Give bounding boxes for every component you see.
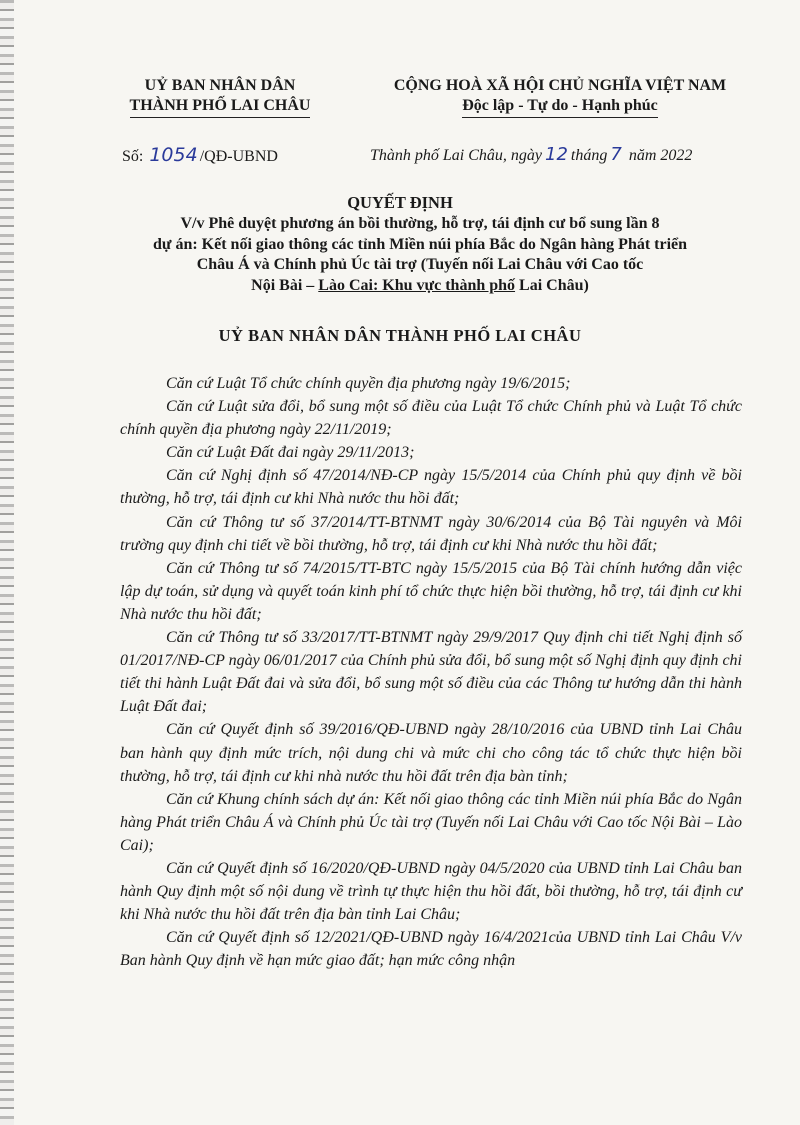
legal-basis-paragraph: Căn cứ Luật Đất đai ngày 29/11/2013;: [166, 444, 415, 462]
legal-basis-paragraph: Căn cứ Luật Tổ chức chính quyền địa phương ngày 19/6/2015;: [166, 375, 571, 392]
subject-line-4-a: Nội Bài –: [251, 276, 319, 294]
national-motto: [350, 76, 770, 118]
legal-basis: [120, 372, 742, 972]
subject-line-4: [110, 276, 730, 297]
subject-line-4-b: Lào Cai: Khu vực thành phố: [318, 276, 516, 294]
issuing-authority: [100, 76, 340, 118]
date-month-handwritten: 7: [610, 144, 622, 165]
date-month-label: tháng: [570, 147, 608, 164]
legal-basis-paragraph: Căn cứ Quyết định số 39/2016/QĐ-UBND ngày 28/10/2016 của UBND tỉnh Lai Châu ban hành quy định mức trích, nội dung chi và mức chi cho công tác tổ chức thực hiện bồi thường, hỗ trợ, tái định cư khi nhà nước thu hồi đất trên địa bàn tỉnh;: [120, 721, 742, 785]
legal-basis-paragraph: Căn cứ Thông tư số 74/2015/TT-BTC ngày 15/5/2015 của Bộ Tài chính hướng dẫn việc lập dự toán, sử dụng và quyết toán kinh phí tổ chức thực hiện bồi thường, hỗ trợ, tái định cư khi Nhà nước thu hồi đất;: [120, 559, 742, 623]
date-day-handwritten: 12: [545, 144, 568, 165]
date-prefix: Thành phố Lai Châu, ngày: [370, 147, 543, 164]
legal-basis-paragraph: Căn cứ Quyết định số 16/2020/QĐ-UBND ngày 04/5/2020 của UBND tỉnh Lai Châu ban hành Quy định một số nội dung về trình tự thực hiện thu hồi đất, bồi thường, hỗ trợ, tái định cư khi Nhà nước thu hồi đất trên địa bàn tỉnh Lai Châu;: [120, 859, 742, 924]
legal-basis-paragraph: Căn cứ Quyết định số 12/2021/QĐ-UBND ngày 16/4/2021của UBND tỉnh Lai Châu V/v Ban hành Quy định về hạn mức giao đất; hạn mức công nhận: [120, 929, 742, 970]
national-name: CỘNG HOÀ XÃ HỘI CHỦ NGHĨA VIỆT NAM: [393, 77, 727, 94]
legal-basis-paragraph: Căn cứ Thông tư số 33/2017/TT-BTNMT ngày 29/9/2017 Quy định chi tiết Nghị định số 01/2017/NĐ-CP ngày 06/01/2017 của Chính phủ sửa đổi, bổ sung một số Nghị định quy định chi tiết thi hành Luật Đất đai và sửa đổi, bổ sung một số điều của các Thông tư hướng dẫn thi hành Luật Đất đai;: [120, 629, 742, 716]
document-number: [122, 144, 278, 166]
document-header: [0, 76, 800, 196]
authority-heading: UỶ BAN NHÂN DÂN THÀNH PHỐ LAI CHÂU: [218, 326, 582, 345]
national-motto-line: Độc lập - Tự do - Hạnh phúc: [462, 96, 658, 118]
subject-line-4-c: Lai Châu): [515, 276, 589, 294]
decision-subject: [110, 214, 730, 296]
legal-basis-paragraph: Căn cứ Nghị định số 47/2014/NĐ-CP ngày 15/5/2014 của Chính phủ quy định về bồi thường, hỗ trợ, tái định cư khi Nhà nước thu hồi đất;: [120, 467, 742, 508]
document-number-suffix: /QĐ-UBND: [199, 148, 278, 165]
document-date: [370, 144, 692, 165]
legal-basis-paragraph: Căn cứ Thông tư số 37/2014/TT-BTNMT ngày 30/6/2014 của Bộ Tài nguyên và Môi trường quy định chi tiết về bồi thường, hỗ trợ, tái định cư khi Nhà nước thu hồi đất;: [120, 513, 742, 554]
issuing-authority-line1: UỶ BAN NHÂN DÂN: [144, 77, 296, 94]
document-number-prefix: Số:: [122, 148, 144, 165]
date-year: năm 2022: [628, 147, 693, 164]
legal-basis-paragraph: Căn cứ Luật sửa đổi, bổ sung một số điều của Luật Tổ chức Chính phủ và Luật Tổ chức chính quyền địa phương ngày 22/11/2019;: [120, 398, 742, 439]
issuing-authority-line2: THÀNH PHỐ LAI CHÂU: [130, 96, 311, 118]
legal-basis-paragraph: Căn cứ Khung chính sách dự án: Kết nối giao thông các tỉnh Miền núi phía Bắc do Ngân hàng Phát triển Châu Á và Chính phủ Úc tài trợ (Tuyến nối Lai Châu với Cao tốc Nội Bài – Lào Cai);: [120, 790, 742, 854]
decision-title: QUYẾT ĐỊNH: [347, 193, 453, 212]
subject-line-3: Châu Á và Chính phủ Úc tài trợ (Tuyến nối Lai Châu với Cao tốc: [196, 256, 644, 273]
subject-line-2: dự án: Kết nối giao thông các tỉnh Miền núi phía Bắc do Ngân hàng Phát triển: [152, 235, 688, 253]
document-number-handwritten: 1054: [149, 144, 198, 166]
subject-line-1: V/v Phê duyệt phương án bồi thường, hỗ trợ, tái định cư bổ sung lần 8: [180, 215, 660, 232]
